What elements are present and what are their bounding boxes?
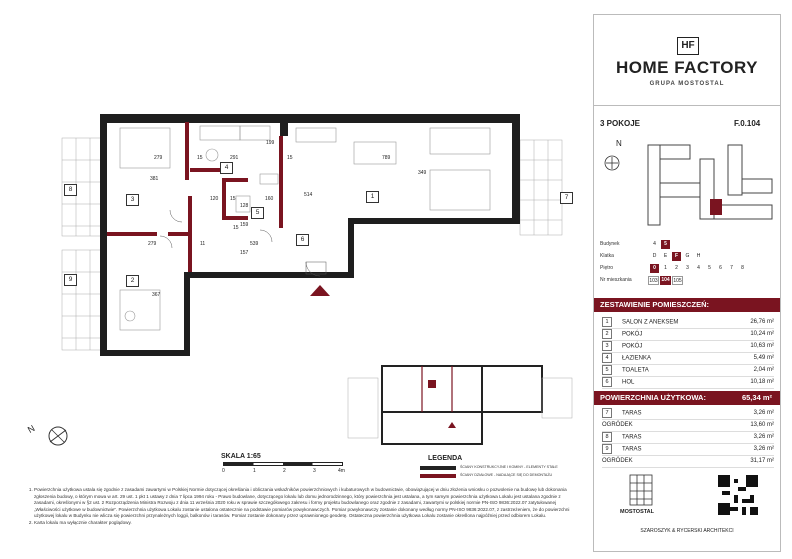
scale-label: SKALA 1:65 [221, 453, 261, 460]
room-label-5: 5 [251, 207, 264, 219]
room-row: 1 SALON Z ANEKSEM 26,76 m² [602, 317, 774, 329]
compass-icon [30, 422, 76, 450]
rooms-count: 3 POKOJE [600, 119, 641, 128]
floor-option[interactable]: 8 [741, 265, 744, 271]
dimension: 539 [250, 241, 259, 247]
footnote: 2. Karta lokalu ma wyłącznie charakter poglądowy. [34, 520, 580, 527]
unit-option-selected[interactable]: 104 [661, 277, 670, 283]
room-row: 5 TOALETA 2,04 m² [602, 365, 774, 377]
dimension: 15 [197, 155, 203, 161]
dimension: 128 [240, 203, 249, 209]
dimension: 15 [233, 225, 239, 231]
stair-option-selected[interactable]: F [672, 252, 681, 261]
info-panel [593, 14, 781, 552]
floor-option[interactable]: 7 [730, 265, 733, 271]
brand-mark: HF [677, 37, 699, 55]
floor-option[interactable]: 5 [708, 265, 711, 271]
room-row: 4 ŁAZIENKA 5,49 m² [602, 353, 774, 365]
rooms-section-title: ZESTAWIENIE POMIESZCZEŃ: [594, 298, 780, 312]
scale-tick: 4m [338, 468, 345, 474]
dimension: 120 [210, 196, 219, 202]
stair-option[interactable]: G [685, 253, 690, 259]
entrance-marker [310, 285, 330, 296]
usable-area-title: POWIERZCHNIA UŻYTKOWA: 65,34 m² [594, 391, 780, 405]
structural-walls [100, 114, 520, 356]
floor-option[interactable]: 3 [686, 265, 689, 271]
building-label: Budynek [600, 241, 620, 247]
floor-option-selected[interactable]: 0 [650, 264, 659, 273]
site-plan [638, 139, 776, 239]
logo [594, 15, 780, 106]
scale-bar [223, 462, 343, 466]
dimension: 15 [230, 196, 236, 202]
stair-option[interactable]: E [663, 253, 668, 259]
floor-label: Piętro [600, 265, 614, 271]
floor-option[interactable]: 4 [697, 265, 700, 271]
floor-option[interactable]: 6 [719, 265, 722, 271]
room-label-4: 4 [220, 162, 233, 174]
stair-label: Klatka [600, 253, 614, 259]
building-option[interactable]: 4 [653, 241, 656, 247]
legend-text: ŚCIANY DZIAŁOWE - NADAJĄCE SIĘ DO DEMONTAŻU [460, 473, 553, 477]
dimension: 367 [152, 292, 161, 298]
dimension: 15 [287, 155, 293, 161]
footnote: 1. Powierzchnia użytkowa ustala się zgodnie z zasadami zawartymi w Polskiej Normie dotyczącej określania i obliczania wskaźników powierzchniowych i kubaturowych w budownictwie, obowiązującej w dniu złożenia wniosku o pozwolenie na budowę lub dokonania zgłoszenia budowy, o którym mowa w art. 29 ust. 1 pkt 1 ustawy z dnia 7 lipca 1994 roku - Prawo budowlane, dotyczącego lokalu lub domu jednorodzinnego, który powierzchnia jest ustalana, a tym samym powierzchnia użytkowa Lokalu jest ustalana zgodnie z zasadami, określonymi w §2 ust. 2 Rozporządzenia Ministra Rozwoju z dnia 11 września 2020 roku w sprawie szczegółowego zakresu i formy projektu budowlanego oraz zgodnie z zasadami, zawartymi w polskiej normie PN-ISO 9836:2022.07 zatytułowanej „Właściwości użytkowe w budownictwie”. Powierzchnia użytkowa Lokalu zostanie ustalona ostatecznie na podstawie pomiarów powykonawczych. Pomiar powykonawczy zostanie dokonany według normy PN-ISO 9836:2022.07, z zastrzeżeniem, że do powierzchni użytkowej lokalu w Budynku nie wlicza się powierzchni przynależnych loggii, balkonów i tarasów. Pomiar zostanie dokonany przez uprawnionego geodetę. Ostateczna powierzchnia użytkowa Lokalu zostanie określona najpóźniej przed odbiorem Lokalu. [34, 487, 580, 520]
compass-north-label: N [616, 139, 622, 148]
room-label-9: 9 [64, 274, 77, 286]
floor-option[interactable]: 1 [664, 265, 667, 271]
brand-name: HOME FACTORY [615, 58, 758, 77]
dimension: 381 [150, 176, 159, 182]
dimension: 291 [230, 155, 239, 161]
room-label-6: 6 [296, 234, 309, 246]
dimension: 349 [418, 170, 427, 176]
usable-area-total: 65,34 m² [741, 393, 772, 402]
dimension: 199 [266, 140, 275, 146]
room-label-8: 8 [64, 184, 77, 196]
scale-tick: 2 [283, 468, 286, 474]
stair-option[interactable]: D [652, 253, 657, 259]
legend-text: ŚCIANY KONSTRUKCYJNE I KOMINY - ELEMENTY STAŁE [460, 465, 558, 469]
dimension: 159 [240, 222, 249, 228]
dimension: 279 [148, 241, 157, 247]
room-label-1: 1 [366, 191, 379, 203]
scale-tick: 3 [313, 468, 316, 474]
room-label-2: 2 [126, 275, 139, 287]
legend-swatch-partition [420, 474, 456, 478]
extra-row: 7 TARAS 3,26 m² [602, 408, 774, 420]
room-row: 6 HOL 10,18 m² [602, 377, 774, 389]
compass-north-label: N [25, 423, 37, 435]
qr-code[interactable] [718, 475, 758, 515]
extra-row: OGRÓDEK 31,17 m² [602, 456, 774, 468]
unit-option[interactable]: 103 [649, 278, 658, 284]
dimension: 514 [304, 192, 313, 198]
extra-row: OGRÓDEK 13,60 m² [602, 420, 774, 432]
dimension: 160 [265, 196, 274, 202]
mostostal-label: MOSTOSTAL [620, 509, 655, 515]
unit-number-label: Nr mieszkania [600, 277, 632, 283]
dimension: 157 [240, 250, 249, 256]
architects-credit: SZAROSZYK & RYCERSKI ARCHITEKCI [640, 528, 734, 534]
extra-row: 9 TARAS 3,26 m² [602, 444, 774, 456]
extra-row: 8 TARAS 3,26 m² [602, 432, 774, 444]
dimension: 11 [200, 241, 206, 247]
terrace-9-area [62, 250, 104, 350]
footnotes [20, 487, 580, 527]
building-option-selected[interactable]: 5 [661, 240, 670, 249]
room-row: 3 POKÓJ 10,63 m² [602, 341, 774, 353]
scale-tick: 1 [253, 468, 256, 474]
terrace-7-area [520, 140, 562, 235]
room-label-3: 3 [126, 194, 139, 206]
legend-swatch-structural [420, 466, 456, 470]
furniture [120, 126, 490, 330]
unit-code: F.0.104 [734, 119, 761, 128]
unit-option[interactable]: 105 [673, 278, 682, 284]
brand-subtitle: GRUPA MOSTOSTAL [649, 81, 725, 87]
scale-tick: 0 [222, 468, 225, 474]
compass-icon [600, 145, 626, 175]
floor-option[interactable]: 2 [675, 265, 678, 271]
dimension: 279 [154, 155, 163, 161]
legend-title: LEGENDA [428, 455, 463, 462]
stair-option[interactable]: H [696, 253, 701, 259]
room-label-7: 7 [560, 192, 573, 204]
room-row: 2 POKÓJ 10,24 m² [602, 329, 774, 341]
overview-plan [342, 362, 584, 450]
dimension: 789 [382, 155, 391, 161]
